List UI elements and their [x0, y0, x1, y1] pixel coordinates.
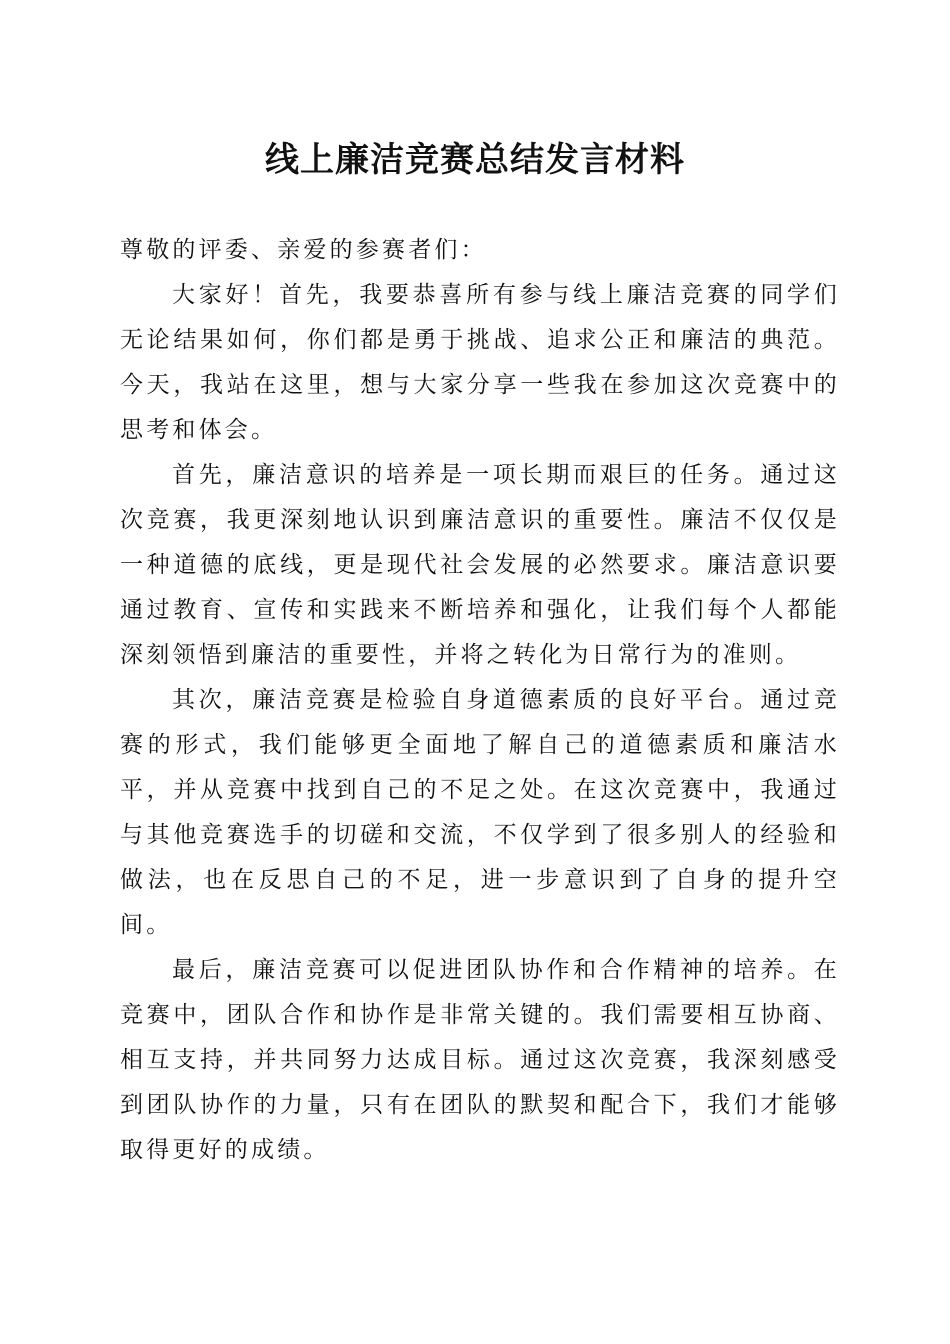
- document-body: [120, 228, 840, 1173]
- document-title: 线上廉洁竞赛总结发言材料: [265, 140, 685, 180]
- salutation: 尊敬的评委、亲爱的参赛者们：: [120, 237, 487, 263]
- paragraph-last-point: 最后，廉洁竞赛可以促进团队协作和合作精神的培养。在竞赛中，团队合作和协作是非常关键的。我们需要相互协商、相互支持，并共同努力达成目标。通过这次竞赛，我深刻感受到团队协作的力量，只有在团队的默契和配合下，我们才能够取得更好的成绩。: [120, 957, 840, 1163]
- paragraph-second-point: 其次，廉洁竞赛是检验自身道德素质的良好平台。通过竞赛的形式，我们能够更全面地了解自己的道德素质和廉洁水平，并从竞赛中找到自己的不足之处。在这次竞赛中，我通过与其他竞赛选手的切磋和交流，不仅学到了很多别人的经验和做法，也在反思自己的不足，进一步意识到了自身的提升空间。: [120, 687, 840, 938]
- paragraph-first-point: 首先，廉洁意识的培养是一项长期而艰巨的任务。通过这次竞赛，我更深刻地认识到廉洁意识的重要性。廉洁不仅仅是一种道德的底线，更是现代社会发展的必然要求。廉洁意识要通过教育、宣传和实践来不断培养和强化，让我们每个人都能深刻领悟到廉洁的重要性，并将之转化为日常行为的准则。: [120, 462, 840, 668]
- paragraph-intro: 大家好！首先，我要恭喜所有参与线上廉洁竞赛的同学们无论结果如何，你们都是勇于挑战、追求公正和廉洁的典范。今天，我站在这里，想与大家分享一些我在参加这次竞赛中的思考和体会。: [120, 282, 840, 443]
